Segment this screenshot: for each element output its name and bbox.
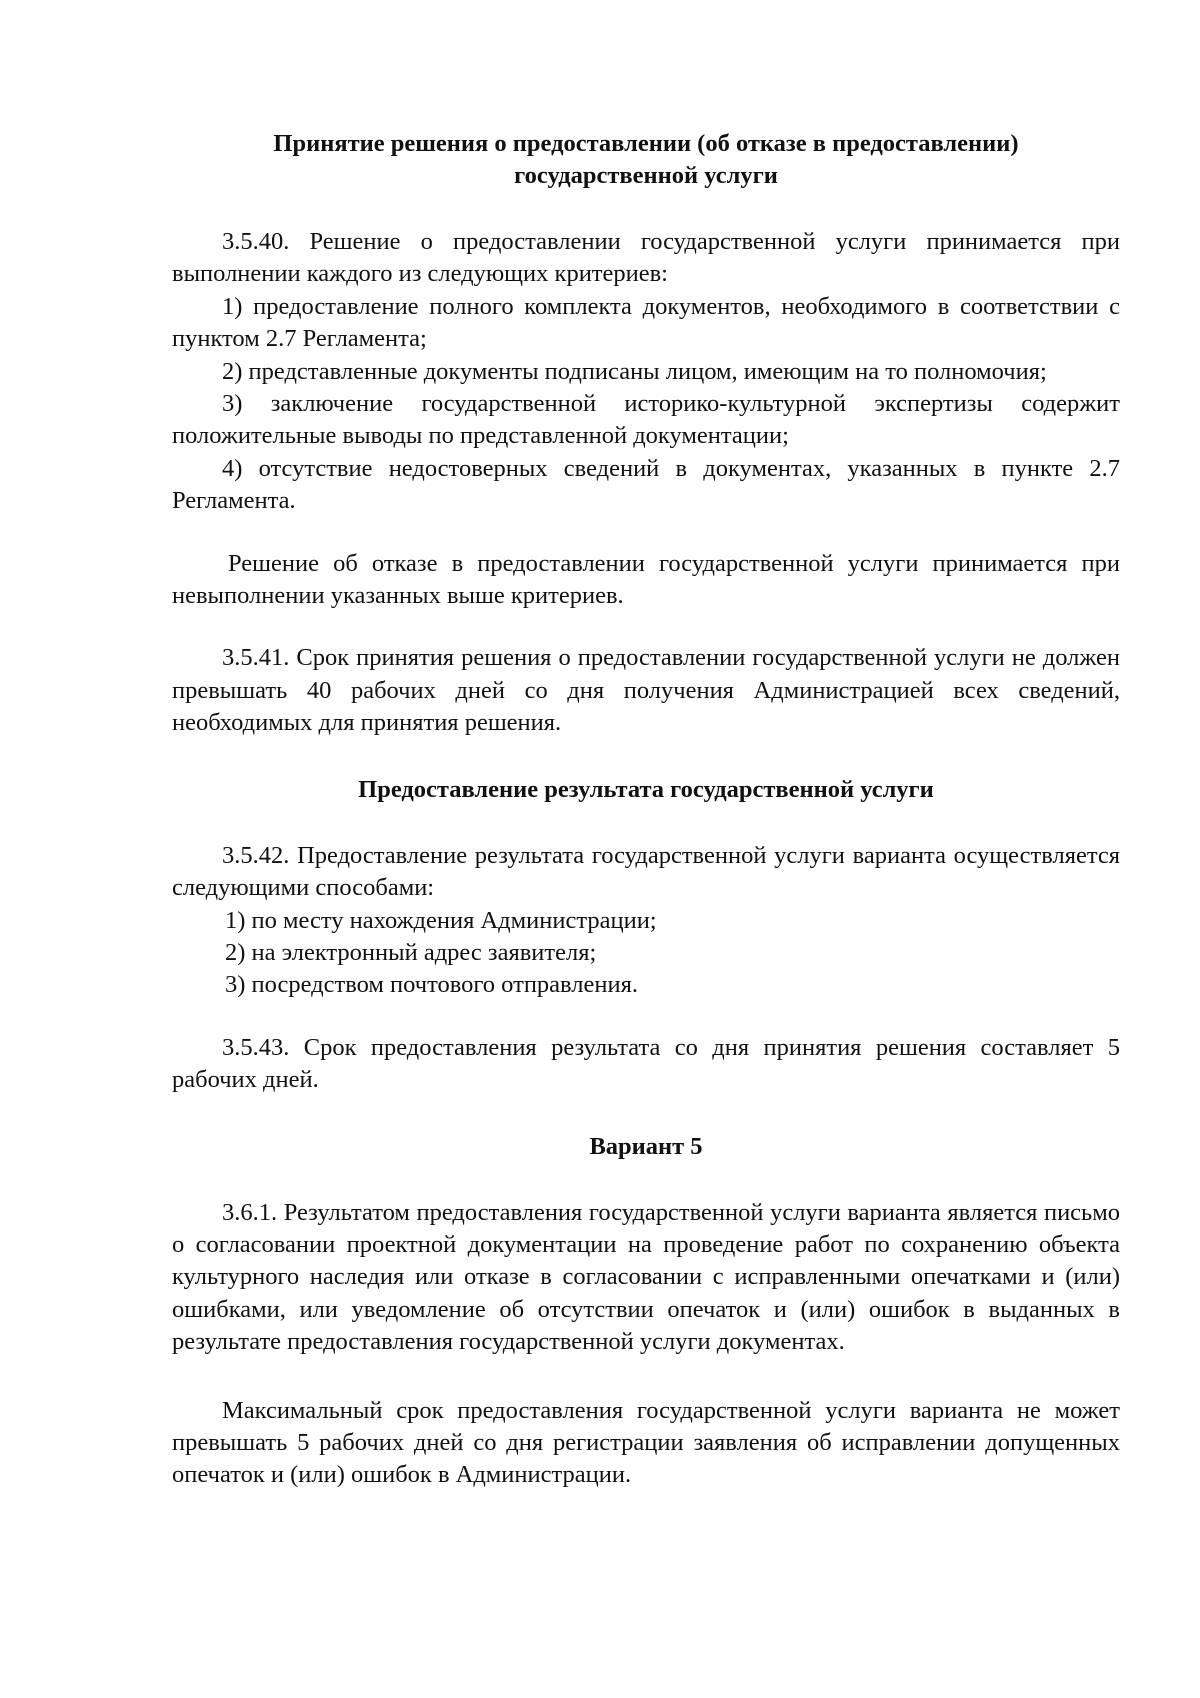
paragraph-3-5-43: 3.5.43. Срок предоставления результата со дня принятия решения составляет 5 рабочих дней.	[172, 1033, 1120, 1094]
section-heading-decision	[172, 128, 1120, 192]
paragraph-max-term: Максимальный срок предоставления государственной услуги варианта не может превышать 5 рабочих дней со дня регистрации заявления об исправлении допущенных опечаток и (или) ошибок в Администрации.	[172, 1396, 1120, 1489]
section-heading-result: Предоставление результата государственной услуги	[358, 775, 934, 803]
delivery-method-2: 2) на электронный адрес заявителя;	[225, 938, 597, 966]
paragraph-3-5-40: 3.5.40. Решение о предоставлении государственной услуги принимается при выполнении каждого из следующих критериев:	[172, 228, 1120, 288]
criterion-item-3: 3) заключение государственной историко-культурной экспертизы содержит положительные выводы по представленной документации;	[172, 390, 1120, 450]
paragraph-refusal: Решение об отказе в предоставлении государственной услуги принимается при невыполнении указанных выше критериев.	[172, 549, 1120, 610]
section-heading-decision-line1: Принятие решения о предоставлении (об отказе в предоставлении)	[273, 130, 1019, 157]
paragraph-3-6-1: 3.6.1. Результатом предоставления государственной услуги варианта является письмо о согласовании проектной документации на проведение работ по сохранению объекта культурного наследия или отказе в согласовании с исправленными опечатками и (или) ошибками, или уведомление об отсутствии опечаток и (или) ошибок в выданных в результате предоставления государственной услуги документах.	[172, 1198, 1120, 1356]
section-heading-decision-line2: государственной услуги	[514, 162, 778, 189]
criterion-item-2: 2) представленные документы подписаны лицом, имеющим на то полномочия;	[222, 357, 1047, 385]
document-body	[172, 128, 1120, 1492]
paragraph-3-5-42: 3.5.42. Предоставление результата государственной услуги варианта осуществляется следующими способами:	[172, 841, 1120, 902]
delivery-method-1: 1) по месту нахождения Администрации;	[225, 906, 657, 934]
delivery-method-3: 3) посредством почтового отправления.	[225, 971, 639, 999]
paragraph-3-5-41: 3.5.41. Срок принятия решения о предоставлении государственной услуги не должен превышать 40 рабочих дней со дня получения Администрацией всех сведений, необходимых для принятия решения.	[172, 644, 1120, 737]
criterion-item-1: 1) предоставление полного комплекта документов, необходимого в соответствии с пунктом 2.7 Регламента;	[172, 292, 1120, 353]
criterion-item-4: 4) отсутствие недостоверных сведений в документах, указанных в пункте 2.7 Регламента.	[172, 454, 1120, 515]
section-heading-variant-5: Вариант 5	[589, 1132, 703, 1160]
